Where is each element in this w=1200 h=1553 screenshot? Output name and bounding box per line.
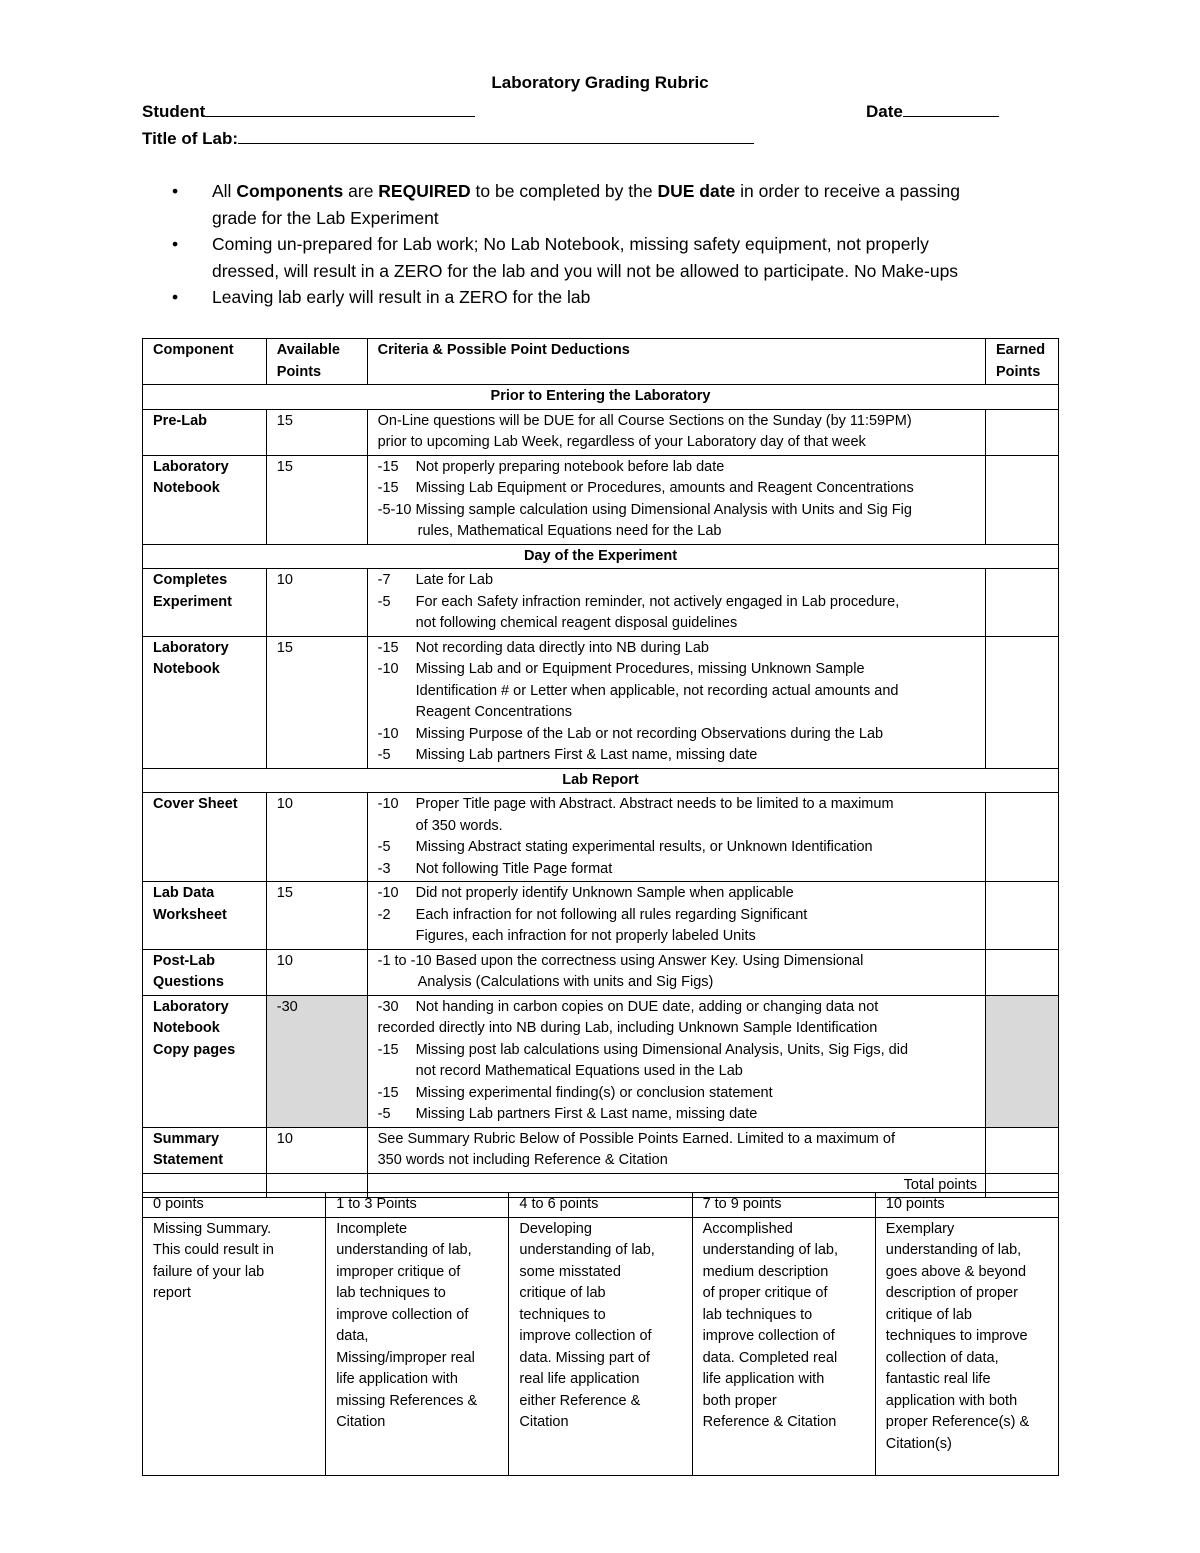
bullet-icon: • xyxy=(172,181,179,201)
component-name: Post-Lab Questions xyxy=(143,949,267,995)
student-blank[interactable] xyxy=(205,101,475,117)
table-row xyxy=(143,455,1059,544)
lab-title-label: Title of Lab: xyxy=(142,129,239,148)
summary-cell-line: collection of data, xyxy=(885,1349,999,1366)
lab-title-blank[interactable] xyxy=(238,128,754,144)
summary-cell-line: Reference & Citation xyxy=(702,1414,837,1430)
available-points: 15 xyxy=(266,409,367,455)
summary-header: 7 to 9 points xyxy=(692,1193,875,1218)
section-row xyxy=(143,544,1059,569)
summary-cell-line: medium description xyxy=(702,1263,829,1280)
summary-cell-line: This could result in xyxy=(153,1242,274,1258)
summary-cell-line: data, xyxy=(336,1328,369,1344)
header-criteria: Criteria & Possible Point Deductions xyxy=(367,339,985,385)
available-points: 10 xyxy=(266,1127,367,1173)
summary-cell-line: improve collection of xyxy=(702,1328,835,1344)
summary-cell-line: understanding of lab, xyxy=(336,1242,472,1258)
available-points: 10 xyxy=(266,949,367,995)
summary-header: 4 to 6 points xyxy=(509,1193,692,1218)
table-row xyxy=(143,409,1059,455)
summary-cell-line: application with both xyxy=(885,1392,1018,1409)
summary-cell-line: Missing Summary. xyxy=(153,1220,272,1237)
available-points: 15 xyxy=(266,636,367,768)
bullet-icon: • xyxy=(172,287,179,307)
criteria-cell: -1 to -10 Based upon the correctness using Answer Key. Using Dimensional Analysis (Calculations with units and Sig Figs) xyxy=(367,949,985,995)
summary-header-row xyxy=(143,1193,1059,1218)
date-label: Date xyxy=(866,102,903,121)
earned-points-cell[interactable] xyxy=(986,1127,1059,1173)
summary-cell-line: description of proper xyxy=(885,1285,1018,1301)
table-row xyxy=(143,636,1059,768)
earned-points-cell[interactable] xyxy=(986,636,1059,768)
section-day: Day of the Experiment xyxy=(143,544,1059,569)
requirement-item: • Leaving lab early will result in a ZERO for the lab xyxy=(172,284,1072,311)
date-field xyxy=(866,101,999,122)
criteria-cell: -10 Did not properly identify Unknown Sample when applicable -2 Each infraction for not following all rules regarding Significant Figures, each infraction for not properly labeled Units xyxy=(367,882,985,950)
earned-points-cell[interactable] xyxy=(986,793,1059,882)
summary-cell-line: understanding of lab, xyxy=(702,1242,838,1258)
summary-cell-line: failure of your lab xyxy=(153,1263,265,1280)
component-name: Laboratory Notebook xyxy=(143,636,267,768)
criteria-cell: -7 Late for Lab -5 For each Safety infraction reminder, not actively engaged in Lab procedure, not following chemical reagent disposal guidelines xyxy=(367,569,985,637)
table-row xyxy=(143,1127,1059,1173)
header-component: Component xyxy=(143,339,267,385)
summary-cell xyxy=(509,1217,692,1475)
available-points: 10 xyxy=(266,569,367,637)
summary-cell-line: understanding of lab, xyxy=(519,1242,655,1258)
summary-cell-line: some misstated xyxy=(519,1263,621,1280)
summary-header: 10 points xyxy=(875,1193,1058,1218)
summary-cell-line: data. Missing part of xyxy=(519,1349,650,1366)
summary-cell-line: Incomplete xyxy=(336,1220,408,1237)
component-name: Cover Sheet xyxy=(143,793,267,882)
criteria-cell: -15 Not recording data directly into NB during Lab -10 Missing Lab and or Equipment Procedures, missing Unknown Sample Identification # or Letter when applicable, not recording actual amounts and Reagent Concentrations -10 Missing Purpose of the Lab or not recording Observations during the Lab -5 Missing Lab partners First & Last name, missing date xyxy=(367,636,985,768)
summary-cell-line: Developing xyxy=(519,1220,592,1237)
summary-cell-line: critique of lab xyxy=(519,1285,606,1301)
summary-cell-line: goes above & beyond xyxy=(885,1263,1027,1280)
summary-cell-line: critique of lab xyxy=(885,1306,972,1323)
component-name: Laboratory Notebook Copy pages xyxy=(143,995,267,1127)
earned-points-cell xyxy=(986,995,1059,1127)
component-name: Pre-Lab xyxy=(143,409,267,455)
section-row xyxy=(143,768,1059,793)
earned-points-cell[interactable] xyxy=(986,882,1059,950)
grading-rubric-table xyxy=(142,338,1059,1198)
component-name: Laboratory Notebook xyxy=(143,455,267,544)
section-prior: Prior to Entering the Laboratory xyxy=(143,385,1059,410)
summary-cell xyxy=(143,1217,326,1475)
summary-cell xyxy=(326,1217,509,1475)
table-row xyxy=(143,793,1059,882)
summary-cell-line: Citation xyxy=(336,1414,386,1430)
earned-points-cell[interactable] xyxy=(986,409,1059,455)
date-blank[interactable] xyxy=(903,101,999,117)
summary-header: 0 points xyxy=(143,1193,326,1218)
summary-cell-line: techniques to xyxy=(519,1306,606,1323)
section-row xyxy=(143,385,1059,410)
summary-cell-line: lab techniques to xyxy=(336,1285,446,1301)
earned-points-cell[interactable] xyxy=(986,569,1059,637)
requirements-list xyxy=(172,178,1072,311)
table-header-row xyxy=(143,339,1059,385)
total-label: Total points xyxy=(367,1173,985,1198)
component-name: Lab Data Worksheet xyxy=(143,882,267,950)
available-points: 15 xyxy=(266,455,367,544)
summary-cell-line: of proper critique of xyxy=(702,1285,828,1301)
criteria-cell: See Summary Rubric Below of Possible Points Earned. Limited to a maximum of 350 words not including Reference & Citation xyxy=(367,1127,985,1173)
summary-cell-line: improper critique of xyxy=(336,1263,461,1280)
summary-body-row xyxy=(143,1217,1059,1475)
earned-points-cell[interactable] xyxy=(986,949,1059,995)
summary-cell-line: techniques to improve xyxy=(885,1328,1028,1344)
summary-cell-line: life application with xyxy=(336,1371,458,1387)
summary-cell xyxy=(692,1217,875,1475)
component-name: Completes Experiment xyxy=(143,569,267,637)
student-label: Student xyxy=(142,102,206,121)
summary-cell-line: Exemplary xyxy=(885,1220,955,1237)
header-available: Available Points xyxy=(266,339,367,385)
table-row xyxy=(143,949,1059,995)
summary-rubric-table xyxy=(142,1192,1059,1476)
requirement-item: • Coming un-prepared for Lab work; No Lab Notebook, missing safety equipment, not properly dressed, will result in a ZERO for the lab and you will not be allowed to participate. No Make-ups xyxy=(172,231,1072,284)
summary-cell-line: Missing/improper real xyxy=(336,1349,475,1366)
page-title: Laboratory Grading Rubric xyxy=(491,73,709,92)
component-name: Summary Statement xyxy=(143,1127,267,1173)
summary-cell-line: fantastic real life xyxy=(885,1371,991,1387)
summary-cell-line: data. Completed real xyxy=(702,1349,838,1366)
summary-cell-line: Citation xyxy=(519,1414,569,1430)
summary-cell-line: Citation(s) xyxy=(885,1435,952,1452)
available-points: 15 xyxy=(266,882,367,950)
lab-title-field xyxy=(142,128,754,149)
criteria-cell: On-Line questions will be DUE for all Course Sections on the Sunday (by 11:59PM) prior to upcoming Lab Week, regardless of your Laboratory day of that week xyxy=(367,409,985,455)
summary-cell-line: improve collection of xyxy=(336,1306,469,1323)
summary-cell-line: life application with xyxy=(702,1371,825,1387)
summary-cell-line: improve collection of xyxy=(519,1328,652,1344)
summary-cell-line: proper Reference(s) & xyxy=(885,1414,1030,1430)
section-report: Lab Report xyxy=(143,768,1059,793)
table-row xyxy=(143,882,1059,950)
summary-cell xyxy=(875,1217,1058,1475)
summary-cell-line: real life application xyxy=(519,1371,640,1387)
student-field xyxy=(142,101,475,122)
summary-cell-line: both proper xyxy=(702,1392,777,1409)
table-row xyxy=(143,995,1059,1127)
summary-cell-line: understanding of lab, xyxy=(885,1242,1022,1258)
summary-cell-line: lab techniques to xyxy=(702,1306,813,1323)
available-points: -30 xyxy=(266,995,367,1127)
criteria-cell: -10 Proper Title page with Abstract. Abstract needs to be limited to a maximum of 350 words. -5 Missing Abstract stating experimental results, or Unknown Identification -3 Not following Title Page format xyxy=(367,793,985,882)
summary-cell-line: report xyxy=(153,1285,191,1301)
summary-cell-line: either Reference & xyxy=(519,1392,641,1409)
summary-cell-line: missing References & xyxy=(336,1392,478,1409)
requirement-item: • All Components are REQUIRED to be completed by the DUE date in order to receive a passing grade for the Lab Experiment xyxy=(172,178,1072,231)
earned-points-cell[interactable] xyxy=(986,455,1059,544)
available-points: 10 xyxy=(266,793,367,882)
header-earned: Earned Points xyxy=(986,339,1059,385)
criteria-cell: -15 Not properly preparing notebook before lab date -15 Missing Lab Equipment or Procedures, amounts and Reagent Concentrations -5-10 Missing sample calculation using Dimensional Analysis with Units and Sig Fig rules, Mathematical Equations need for the Lab xyxy=(367,455,985,544)
criteria-cell: -30 Not handing in carbon copies on DUE date, adding or changing data not recorded directly into NB during Lab, including Unknown Sample Identification -15 Missing post lab calculations using Dimensional Analysis, Units, Sig Figs, did not record Mathematical Equations used in the Lab -15 Missing experimental finding(s) or conclusion statement -5 Missing Lab partners First & Last name, missing date xyxy=(367,995,985,1127)
summary-header: 1 to 3 Points xyxy=(326,1193,509,1218)
table-row xyxy=(143,569,1059,637)
summary-cell-line: Accomplished xyxy=(702,1220,793,1237)
bullet-icon: • xyxy=(172,234,179,254)
